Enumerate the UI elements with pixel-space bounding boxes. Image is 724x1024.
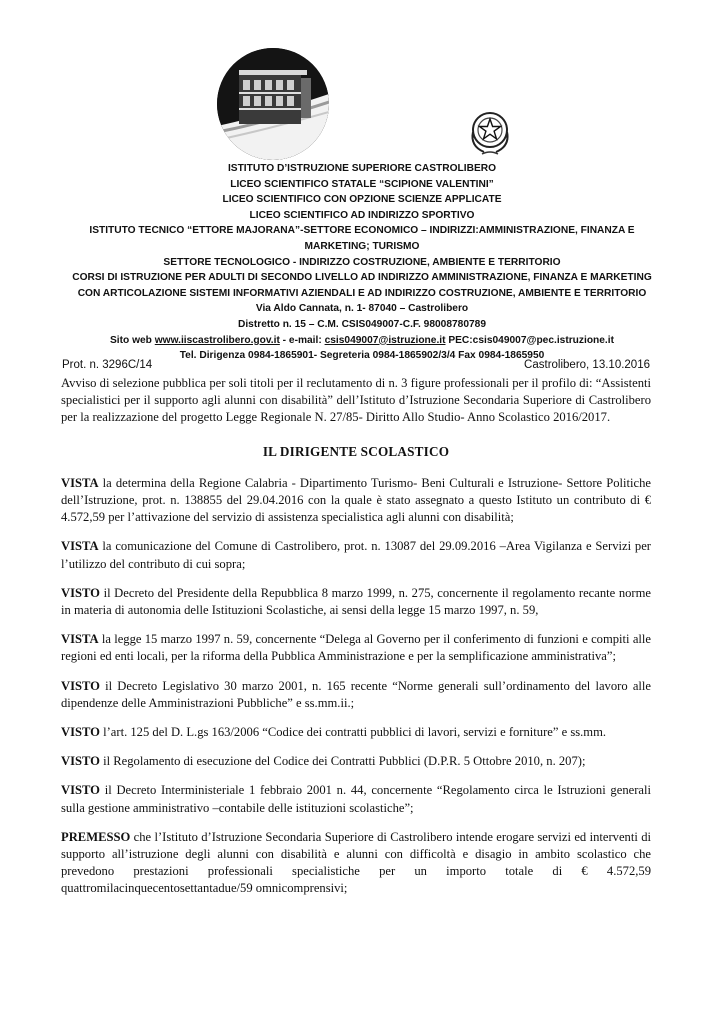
document-body [61, 375, 651, 910]
recital-text: la comunicazione del Comune di Castrolibero, prot. n. 13087 del 29.09.2016 –Area Vigilanza e Servizi per l’utilizzo del contributo di cui sopra; [61, 539, 651, 571]
recital-paragraph [61, 538, 651, 572]
recital-text: il Regolamento di esecuzione del Codice dei Contratti Pubblici (D.P.R. 5 Ottobre 2010, n. 207); [99, 754, 586, 769]
recital-paragraph [61, 678, 651, 712]
recital-keyword: VISTO [61, 725, 100, 740]
recital-text: la legge 15 marzo 1997 n. 59, concernente “Delega al Governo per il conferimento di funzioni e compiti alle regioni ed enti locali, per la riforma della Pubblica Amministrazione e per la semplificazione amministrativa”; [61, 632, 651, 664]
recital-paragraph [61, 585, 651, 619]
letterhead-line: MARKETING; TURISMO [304, 240, 420, 252]
recital-keyword: VISTA [61, 539, 99, 554]
recital-paragraph [61, 475, 651, 527]
recital-paragraph [61, 782, 651, 816]
recital-keyword: VISTO [61, 754, 100, 769]
place-date: Castrolibero, 13.10.2016 [524, 359, 650, 371]
school-logo [217, 48, 329, 160]
recital-text: il Decreto Interministeriale 1 febbraio 2001 n. 44, concernente “Regolamento circa le Istruzioni generali sulla gestione amministrativo –contabile delle istituzioni scolastiche”; [61, 783, 651, 815]
email-label: - e-mail: [279, 334, 325, 346]
letterhead-line: ISTITUTO D’ISTRUZIONE SUPERIORE CASTROLIBERO [227, 163, 497, 174]
recital-paragraph [61, 631, 651, 665]
protocol-number: Prot. n. 3296C/14 [62, 359, 153, 371]
recital-keyword: VISTO [61, 585, 100, 600]
republic-emblem-icon [466, 106, 514, 158]
address-line: Via Aldo Cannata, n. 1- 87040 – Castrolibero [255, 303, 469, 315]
recital-text: la determina della Regione Calabria - Dipartimento Turismo- Beni Culturali e Istruzione- Settore Politiche dell’Istruzione, prot. n. 138855 del 29.04.2016 con la quale è stato assegnato a questo Istituto un contributo di € 4.572,59 per l’attivazione del servizio di assistenza specialistica agli alunni con disabilità; [61, 475, 651, 525]
website-link[interactable]: www.iiscastrolibero.gov.it [154, 334, 280, 346]
recital-text: il Decreto Legislativo 30 marzo 2001, n. 165 recente “Norme generali sull’ordinamento del lavoro alle dipendenze delle Amministrazioni Pubbliche” e ss.mm.ii.; [61, 678, 651, 710]
notice-paragraph: Avviso di selezione pubblica per soli titoli per il reclutamento di n. 3 figure professionali per il profilo di: “Assistenti specialistici per il supporto agli alunni con disabilità” dell’Istituto d’Istruzione Secondaria Superiore di Castrolibero per la realizzazione del progetto Legge Regionale N. 27/85- Diritto Allo Studio- Anno Scolastico 2016/2017. [61, 376, 651, 425]
district-line: Distretto n. 15 – C.M. CSIS049007-C.F. 98008780789 [237, 318, 487, 330]
recital-text: che l’Istituto d’Istruzione Secondaria Superiore di Castrolibero intende erogare servizi ed interventi di supporto all’istruzione degli alunni con disabilità e alunni con difficoltà e disagio in ambito scolastico che prevedono prestazioni professionali specialistiche per un importo totale di € 4.572,59 quattromilacinquecentosettantadue/59 omnicomprensivi; [61, 829, 651, 896]
letterhead [40, 161, 684, 364]
recital-keyword: VISTO [61, 783, 100, 798]
letterhead-line: ISTITUTO TECNICO “ETTORE MAJORANA”-SETTORE ECONOMICO – INDIRIZZI:AMMINISTRAZIONE, FINANZA E [89, 225, 635, 237]
letterhead-line: LICEO SCIENTIFICO STATALE “SCIPIONE VALENTINI” [230, 178, 494, 190]
email-link[interactable]: csis049007@istruzione.it [324, 334, 446, 346]
letterhead-line: CON ARTICOLAZIONE SISTEMI INFORMATIVI AZIENDALI E AD INDIRIZZO COSTRUZIONE, AMBIENTE E TERRITORIO [77, 287, 647, 299]
recital-keyword: VISTA [61, 632, 99, 647]
recital-paragraph [61, 724, 651, 741]
recital-keyword: VISTO [61, 678, 100, 693]
contacts-line [40, 333, 684, 349]
recital-keyword: PREMESSO [61, 829, 131, 844]
recital-text: l’art. 125 del D. L.gs 163/2006 “Codice dei contratti pubblici di lavori, servizi e forniture” e ss.mm. [99, 725, 607, 740]
protocol-row [62, 359, 650, 375]
pec-address: PEC:csis049007@pec.istruzione.it [448, 334, 614, 346]
section-heading: IL DIRIGENTE SCOLASTICO [262, 443, 450, 459]
recital-paragraph [61, 753, 651, 770]
recital-keyword: VISTA [61, 475, 99, 490]
letterhead-line: LICEO SCIENTIFICO CON OPZIONE SCIENZE APPLICATE [222, 194, 502, 206]
letterhead-line: LICEO SCIENTIFICO AD INDIRIZZO SPORTIVO [249, 209, 475, 221]
letterhead-line: SETTORE TECNOLOGICO - INDIRIZZO COSTRUZIONE, AMBIENTE E TERRITORIO [163, 256, 561, 268]
site-label: Sito web [110, 334, 152, 346]
recital-text: il Decreto del Presidente della Repubblica 8 marzo 1999, n. 275, concernente il regolamento recante norme in materia di autonomia delle Istituzioni Scolastiche, ai sensi della legge 15 marzo 1997, n. 59, [61, 585, 651, 618]
letterhead-line: CORSI DI ISTRUZIONE PER ADULTI DI SECONDO LIVELLO AD INDIRIZZO AMMINISTRAZIONE, FINANZA E MARKETING [72, 272, 652, 284]
recital-paragraph [61, 829, 651, 898]
phones-line: Tel. Dirigenza 0984-1865901- Segreteria 0984-1865902/3/4 Fax 0984-1865950 [179, 350, 545, 362]
